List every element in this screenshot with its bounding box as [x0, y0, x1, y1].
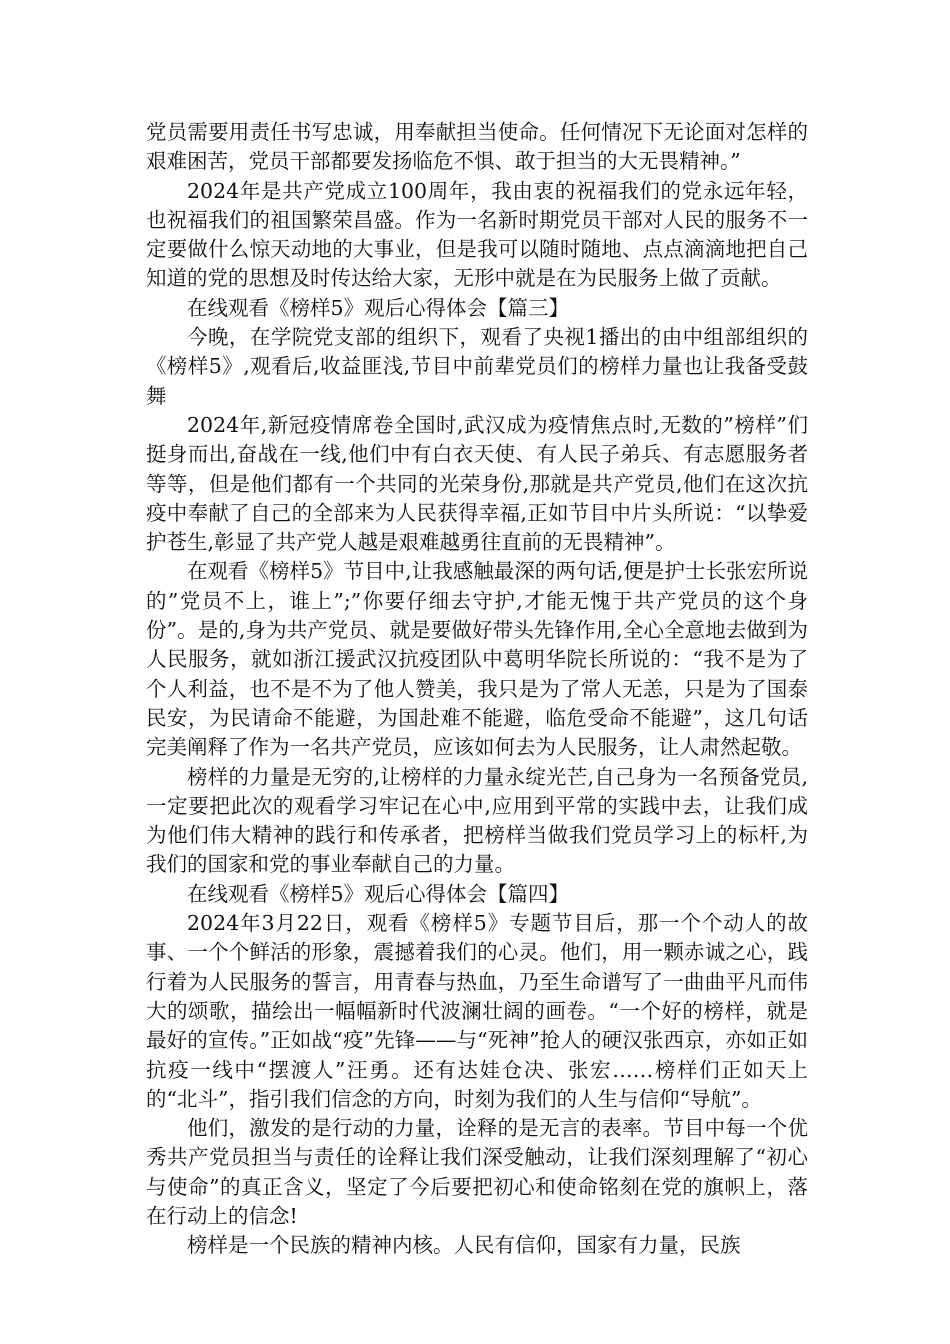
paragraph: 在观看《榜样5》节目中,让我感触最深的两句话,便是护士长张宏所说的”党员不上，谁上”;”你要仔细去守护,才能无愧于共产党员的这个身份”。是的,身为共产党员、就是要做好带头先锋作用,全心全意地去做到为人民服务，就如浙江援武汉抗疫团队中葛明华院长所说的：“我不是为了个人利益，也不是不为了他人赞美，我只是为了常人无恙，只是为了国泰民安，为民请命不能避，为国赴难不能避，临危受命不能避”，这几句话完美阐释了作为一名共产党员，应该如何去为人民服务，让人肃然起敬。 [146, 559, 808, 760]
paragraph: 今晚，在学院党支部的组织下，观看了央视1播出的由中组部组织的《榜样5》,观看后,收益匪浅,节目中前辈党员们的榜样力量也让我备受鼓舞 [146, 325, 808, 408]
document-page [146, 118, 808, 1261]
paragraph: 2024年是共产党成立100周年，我由衷的祝福我们的党永远年轻，也祝福我们的祖国繁荣昌盛。作为一名新时期党员干部对人民的服务不一定要做什么惊天动地的大事业，但是我可以随时随地、点点滴滴地把自己知道的党的思想及时传达给大家，无形中就是在为民服务上做了贡献。 [146, 178, 808, 291]
section-heading-part-three: 在线观看《榜样5》观后心得体会【篇三】 [187, 295, 570, 320]
section-heading-part-four: 在线观看《榜样5》观后心得体会【篇四】 [187, 881, 570, 906]
paragraph: 2024年,新冠疫情席卷全国时,武汉成为疫情焦点时,无数的”榜样”们挺身而出,奋战在一线,他们中有白衣天使、有人民子弟兵、有志愿服务者等等，但是他们都有一个共同的光荣身份,那就是共产党员,他们在这次抗疫中奉献了自己的全部来为人民获得幸福,正如节目中片头所说：“以挚爱护苍生,彰显了共产党人越是艰难越勇往直前的无畏精神”。 [146, 412, 808, 555]
paragraph: 榜样的力量是无穷的,让榜样的力量永绽光芒,自己身为一名预备党员,一定要把此次的观看学习牢记在心中,应用到平常的实践中去，让我们成为他们伟大精神的践行和传承者，把榜样当做我们党员学习上的标杆,为我们的国家和党的事业奉献自己的力量。 [146, 764, 808, 877]
paragraph: 2024年3月22日，观看《榜样5》专题节目后，那一个个动人的故事、一个个鲜活的形象，震撼着我们的心灵。他们，用一颗赤诚之心，践行着为人民服务的誓言，用青春与热血，乃至生命谱写了一曲曲平凡而伟大的颂歌，描绘出一幅幅新时代波澜壮阔的画卷。“一个好的榜样，就是最好的宣传。”正如战“疫”先锋——与“死神”抢人的硬汉张西京，亦如正如抗疫一线中“摆渡人”汪勇。还有达娃仓决、张宏……榜样们正如天上的“北斗”，指引我们信念的方向，时刻为我们的人生与信仰“导航”。 [146, 911, 808, 1111]
paragraph: 榜样是一个民族的精神内核。人民有信仰，国家有力量，民族 [187, 1233, 741, 1258]
paragraph-continued: 党员需要用责任书写忠诚，用奉献担当使命。任何情况下无论面对怎样的艰难困苦，党员干部都要发扬临危不惧、敢于担当的大无畏精神。” [146, 120, 808, 174]
paragraph: 他们，激发的是行动的力量，诠释的是无言的表率。节目中每一个优秀共产党员担当与责任的诠释让我们深受触动，让我们深刻理解了“初心与使命”的真正含义，坚定了今后要把初心和使命铭刻在党的旗帜上，落在行动上的信念! [146, 1116, 808, 1228]
